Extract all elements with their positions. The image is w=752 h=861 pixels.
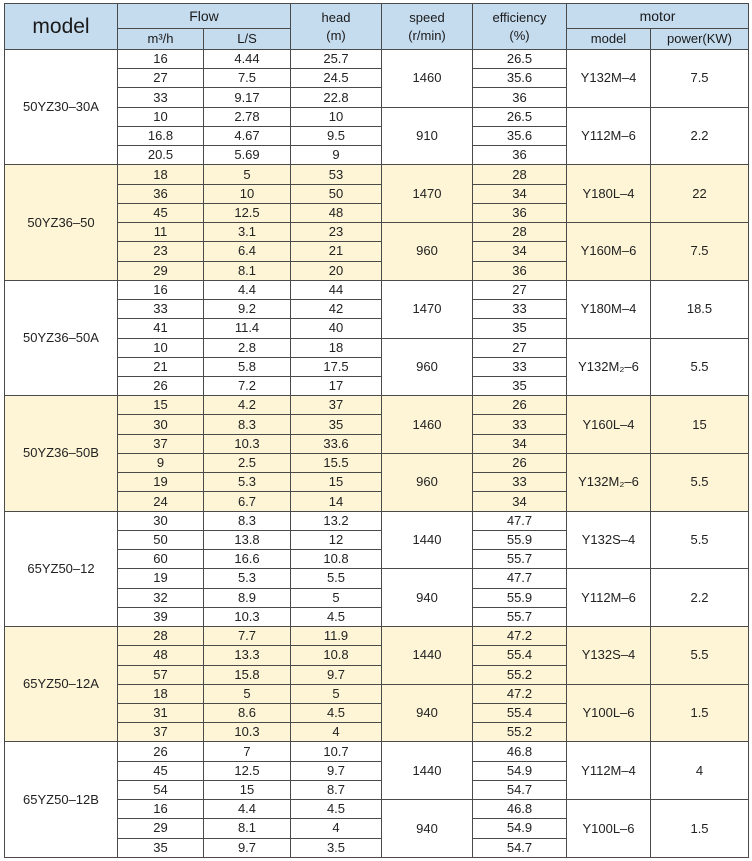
efficiency-cell: 54.9 (473, 761, 567, 780)
efficiency-cell: 26 (473, 396, 567, 415)
head-cell: 37 (291, 396, 382, 415)
efficiency-cell: 35.6 (473, 69, 567, 88)
flow-ls-cell: 5 (204, 165, 291, 184)
flow-m3h-cell: 10 (118, 338, 204, 357)
motor-model-cell: Y180L–4 (567, 165, 651, 223)
table-row (5, 396, 749, 415)
flow-ls-cell: 13.8 (204, 530, 291, 549)
head-cell: 11.9 (291, 627, 382, 646)
head-cell: 22.8 (291, 88, 382, 107)
flow-m3h-cell: 19 (118, 473, 204, 492)
flow-ls-cell: 8.3 (204, 415, 291, 434)
flow-m3h-cell: 50 (118, 530, 204, 549)
header-motor-power: power(KW) (651, 29, 749, 50)
flow-m3h-cell: 41 (118, 319, 204, 338)
head-cell: 18 (291, 338, 382, 357)
flow-m3h-cell: 26 (118, 742, 204, 761)
flow-m3h-cell: 15 (118, 396, 204, 415)
efficiency-cell: 28 (473, 223, 567, 242)
head-cell: 10.8 (291, 550, 382, 569)
flow-ls-cell: 7.7 (204, 627, 291, 646)
efficiency-cell: 33 (473, 357, 567, 376)
flow-m3h-cell: 57 (118, 665, 204, 684)
flow-m3h-cell: 16 (118, 280, 204, 299)
efficiency-cell: 33 (473, 300, 567, 319)
header-head (291, 4, 382, 50)
motor-model-cell: Y100L–6 (567, 684, 651, 742)
table-body (5, 50, 749, 858)
flow-m3h-cell: 20.5 (118, 146, 204, 165)
efficiency-cell: 34 (473, 242, 567, 261)
header-speed-title: speed (409, 9, 445, 25)
efficiency-cell: 47.7 (473, 569, 567, 588)
speed-cell: 960 (382, 453, 473, 511)
head-cell: 9.7 (291, 761, 382, 780)
efficiency-cell: 55.4 (473, 703, 567, 722)
efficiency-cell: 34 (473, 434, 567, 453)
efficiency-cell: 47.7 (473, 511, 567, 530)
head-cell: 10.7 (291, 742, 382, 761)
efficiency-cell: 55.2 (473, 723, 567, 742)
flow-m3h-cell: 18 (118, 165, 204, 184)
flow-m3h-cell: 35 (118, 838, 204, 857)
flow-m3h-cell: 11 (118, 223, 204, 242)
efficiency-cell: 55.9 (473, 530, 567, 549)
head-cell: 10 (291, 107, 382, 126)
flow-m3h-cell: 60 (118, 550, 204, 569)
flow-ls-cell: 5 (204, 684, 291, 703)
flow-ls-cell: 12.5 (204, 761, 291, 780)
head-cell: 42 (291, 300, 382, 319)
efficiency-cell: 33 (473, 415, 567, 434)
flow-ls-cell: 3.1 (204, 223, 291, 242)
flow-ls-cell: 4.4 (204, 800, 291, 819)
motor-model-cell: Y132S–4 (567, 511, 651, 569)
efficiency-cell: 55.9 (473, 588, 567, 607)
flow-ls-cell: 16.6 (204, 550, 291, 569)
speed-cell: 940 (382, 684, 473, 742)
efficiency-cell: 36 (473, 261, 567, 280)
flow-ls-cell: 7.2 (204, 376, 291, 395)
flow-m3h-cell: 33 (118, 300, 204, 319)
head-cell: 40 (291, 319, 382, 338)
efficiency-cell: 47.2 (473, 627, 567, 646)
head-cell: 4.5 (291, 703, 382, 722)
flow-m3h-cell: 24 (118, 492, 204, 511)
motor-power-cell: 7.5 (651, 50, 749, 108)
flow-ls-cell: 6.7 (204, 492, 291, 511)
speed-cell: 1440 (382, 511, 473, 569)
head-cell: 17 (291, 376, 382, 395)
pump-model-cell: 50YZ36–50 (5, 165, 118, 280)
motor-power-cell: 7.5 (651, 223, 749, 281)
head-cell: 25.7 (291, 50, 382, 69)
table-header (5, 4, 749, 50)
efficiency-cell: 34 (473, 492, 567, 511)
flow-ls-cell: 12.5 (204, 203, 291, 222)
flow-m3h-cell: 37 (118, 723, 204, 742)
flow-ls-cell: 9.2 (204, 300, 291, 319)
motor-power-cell: 5.5 (651, 627, 749, 685)
header-flow-ls: L/S (204, 29, 291, 50)
header-motor-model: model (567, 29, 651, 50)
speed-cell: 1440 (382, 627, 473, 685)
flow-m3h-cell: 26 (118, 376, 204, 395)
flow-m3h-cell: 29 (118, 261, 204, 280)
header-flow-m3h: m³/h (118, 29, 204, 50)
head-cell: 44 (291, 280, 382, 299)
table-row (5, 511, 749, 530)
pump-model-cell: 50YZ36–50A (5, 280, 118, 395)
header-head-unit: (m) (326, 27, 346, 43)
flow-m3h-cell: 31 (118, 703, 204, 722)
flow-m3h-cell: 18 (118, 684, 204, 703)
efficiency-cell: 27 (473, 338, 567, 357)
head-cell: 3.5 (291, 838, 382, 857)
motor-power-cell: 22 (651, 165, 749, 223)
motor-model-cell: Y100L–6 (567, 800, 651, 858)
flow-m3h-cell: 37 (118, 434, 204, 453)
head-cell: 21 (291, 242, 382, 261)
header-model: model (5, 4, 118, 50)
motor-power-cell: 2.2 (651, 569, 749, 627)
motor-model-cell: Y160L–4 (567, 396, 651, 454)
motor-model-cell: Y112M–6 (567, 569, 651, 627)
motor-power-cell: 5.5 (651, 453, 749, 511)
speed-cell: 910 (382, 107, 473, 165)
head-cell: 13.2 (291, 511, 382, 530)
flow-ls-cell: 4.2 (204, 396, 291, 415)
head-cell: 17.5 (291, 357, 382, 376)
motor-power-cell: 1.5 (651, 684, 749, 742)
head-cell: 5 (291, 588, 382, 607)
flow-m3h-cell: 36 (118, 184, 204, 203)
pump-model-cell: 50YZ36–50B (5, 396, 118, 511)
efficiency-cell: 54.7 (473, 838, 567, 857)
header-efficiency-title: efficiency (492, 9, 547, 25)
header-speed (382, 4, 473, 50)
head-cell: 33.6 (291, 434, 382, 453)
header-efficiency (473, 4, 567, 50)
motor-power-cell: 5.5 (651, 511, 749, 569)
flow-m3h-cell: 16 (118, 800, 204, 819)
pump-model-cell: 65YZ50–12 (5, 511, 118, 626)
head-cell: 15 (291, 473, 382, 492)
table-row (5, 627, 749, 646)
header-head-title: head (321, 9, 351, 25)
flow-ls-cell: 7.5 (204, 69, 291, 88)
head-cell: 4 (291, 723, 382, 742)
flow-ls-cell: 6.4 (204, 242, 291, 261)
efficiency-cell: 47.2 (473, 684, 567, 703)
flow-ls-cell: 5.3 (204, 473, 291, 492)
flow-ls-cell: 11.4 (204, 319, 291, 338)
efficiency-cell: 26.5 (473, 107, 567, 126)
efficiency-cell: 26 (473, 453, 567, 472)
efficiency-cell: 35.6 (473, 126, 567, 145)
flow-m3h-cell: 45 (118, 203, 204, 222)
head-cell: 23 (291, 223, 382, 242)
flow-m3h-cell: 23 (118, 242, 204, 261)
flow-ls-cell: 2.78 (204, 107, 291, 126)
flow-m3h-cell: 10 (118, 107, 204, 126)
flow-ls-cell: 13.3 (204, 646, 291, 665)
speed-cell: 940 (382, 569, 473, 627)
motor-model-cell: Y132M–4 (567, 50, 651, 108)
speed-cell: 940 (382, 800, 473, 858)
efficiency-cell: 55.4 (473, 646, 567, 665)
motor-model-cell: Y112M–6 (567, 107, 651, 165)
flow-ls-cell: 15.8 (204, 665, 291, 684)
speed-cell: 960 (382, 338, 473, 396)
flow-ls-cell: 5.69 (204, 146, 291, 165)
flow-ls-cell: 8.6 (204, 703, 291, 722)
efficiency-cell: 26.5 (473, 50, 567, 69)
motor-model-cell: Y160M–6 (567, 223, 651, 281)
pump-spec-table (4, 3, 749, 858)
motor-power-cell: 5.5 (651, 338, 749, 396)
flow-ls-cell: 10.3 (204, 607, 291, 626)
flow-m3h-cell: 39 (118, 607, 204, 626)
motor-model-cell: Y112M–4 (567, 742, 651, 800)
efficiency-cell: 33 (473, 473, 567, 492)
head-cell: 8.7 (291, 780, 382, 799)
motor-model-cell: Y132M₂–6 (567, 338, 651, 396)
head-cell: 20 (291, 261, 382, 280)
efficiency-cell: 46.8 (473, 742, 567, 761)
flow-ls-cell: 8.3 (204, 511, 291, 530)
flow-ls-cell: 4.4 (204, 280, 291, 299)
flow-ls-cell: 4.67 (204, 126, 291, 145)
table-row (5, 280, 749, 299)
flow-ls-cell: 4.44 (204, 50, 291, 69)
flow-ls-cell: 5.3 (204, 569, 291, 588)
head-cell: 9 (291, 146, 382, 165)
flow-ls-cell: 10 (204, 184, 291, 203)
head-cell: 14 (291, 492, 382, 511)
flow-m3h-cell: 16.8 (118, 126, 204, 145)
flow-ls-cell: 8.1 (204, 819, 291, 838)
efficiency-cell: 36 (473, 203, 567, 222)
header-efficiency-unit: (%) (509, 27, 530, 43)
motor-model-cell: Y180M–4 (567, 280, 651, 338)
motor-power-cell: 1.5 (651, 800, 749, 858)
efficiency-cell: 34 (473, 184, 567, 203)
efficiency-cell: 55.7 (473, 550, 567, 569)
speed-cell: 1470 (382, 165, 473, 223)
head-cell: 12 (291, 530, 382, 549)
motor-power-cell: 2.2 (651, 107, 749, 165)
speed-cell: 1460 (382, 396, 473, 454)
efficiency-cell: 54.7 (473, 780, 567, 799)
head-cell: 5.5 (291, 569, 382, 588)
efficiency-cell: 35 (473, 376, 567, 395)
flow-ls-cell: 2.8 (204, 338, 291, 357)
head-cell: 4 (291, 819, 382, 838)
flow-m3h-cell: 27 (118, 69, 204, 88)
speed-cell: 1460 (382, 50, 473, 108)
flow-ls-cell: 8.1 (204, 261, 291, 280)
flow-ls-cell: 7 (204, 742, 291, 761)
flow-m3h-cell: 30 (118, 415, 204, 434)
efficiency-cell: 55.7 (473, 607, 567, 626)
motor-power-cell: 4 (651, 742, 749, 800)
efficiency-cell: 46.8 (473, 800, 567, 819)
flow-ls-cell: 2.5 (204, 453, 291, 472)
head-cell: 24.5 (291, 69, 382, 88)
table-row (5, 165, 749, 184)
flow-m3h-cell: 32 (118, 588, 204, 607)
motor-model-cell: Y132S–4 (567, 627, 651, 685)
head-cell: 15.5 (291, 453, 382, 472)
head-cell: 9.7 (291, 665, 382, 684)
efficiency-cell: 36 (473, 146, 567, 165)
motor-power-cell: 15 (651, 396, 749, 454)
speed-cell: 1470 (382, 280, 473, 338)
flow-ls-cell: 10.3 (204, 434, 291, 453)
flow-m3h-cell: 45 (118, 761, 204, 780)
flow-m3h-cell: 30 (118, 511, 204, 530)
efficiency-cell: 55.2 (473, 665, 567, 684)
flow-m3h-cell: 29 (118, 819, 204, 838)
flow-m3h-cell: 48 (118, 646, 204, 665)
table-row (5, 742, 749, 761)
flow-m3h-cell: 19 (118, 569, 204, 588)
head-cell: 4.5 (291, 800, 382, 819)
header-motor: motor (567, 4, 749, 29)
flow-m3h-cell: 54 (118, 780, 204, 799)
flow-m3h-cell: 33 (118, 88, 204, 107)
header-flow: Flow (118, 4, 291, 29)
head-cell: 48 (291, 203, 382, 222)
head-cell: 53 (291, 165, 382, 184)
efficiency-cell: 54.9 (473, 819, 567, 838)
flow-ls-cell: 8.9 (204, 588, 291, 607)
flow-m3h-cell: 16 (118, 50, 204, 69)
head-cell: 10.8 (291, 646, 382, 665)
pump-model-cell: 50YZ30–30A (5, 50, 118, 165)
head-cell: 9.5 (291, 126, 382, 145)
flow-ls-cell: 5.8 (204, 357, 291, 376)
head-cell: 35 (291, 415, 382, 434)
speed-cell: 960 (382, 223, 473, 281)
efficiency-cell: 28 (473, 165, 567, 184)
efficiency-cell: 27 (473, 280, 567, 299)
flow-ls-cell: 10.3 (204, 723, 291, 742)
pump-model-cell: 65YZ50–12A (5, 627, 118, 742)
flow-ls-cell: 15 (204, 780, 291, 799)
flow-m3h-cell: 9 (118, 453, 204, 472)
flow-ls-cell: 9.17 (204, 88, 291, 107)
flow-m3h-cell: 21 (118, 357, 204, 376)
efficiency-cell: 36 (473, 88, 567, 107)
header-speed-unit: (r/min) (408, 27, 446, 43)
flow-m3h-cell: 28 (118, 627, 204, 646)
motor-model-cell: Y132M₂–6 (567, 453, 651, 511)
speed-cell: 1440 (382, 742, 473, 800)
table-row (5, 50, 749, 69)
head-cell: 50 (291, 184, 382, 203)
head-cell: 4.5 (291, 607, 382, 626)
head-cell: 5 (291, 684, 382, 703)
pump-model-cell: 65YZ50–12B (5, 742, 118, 858)
efficiency-cell: 35 (473, 319, 567, 338)
motor-power-cell: 18.5 (651, 280, 749, 338)
flow-ls-cell: 9.7 (204, 838, 291, 857)
